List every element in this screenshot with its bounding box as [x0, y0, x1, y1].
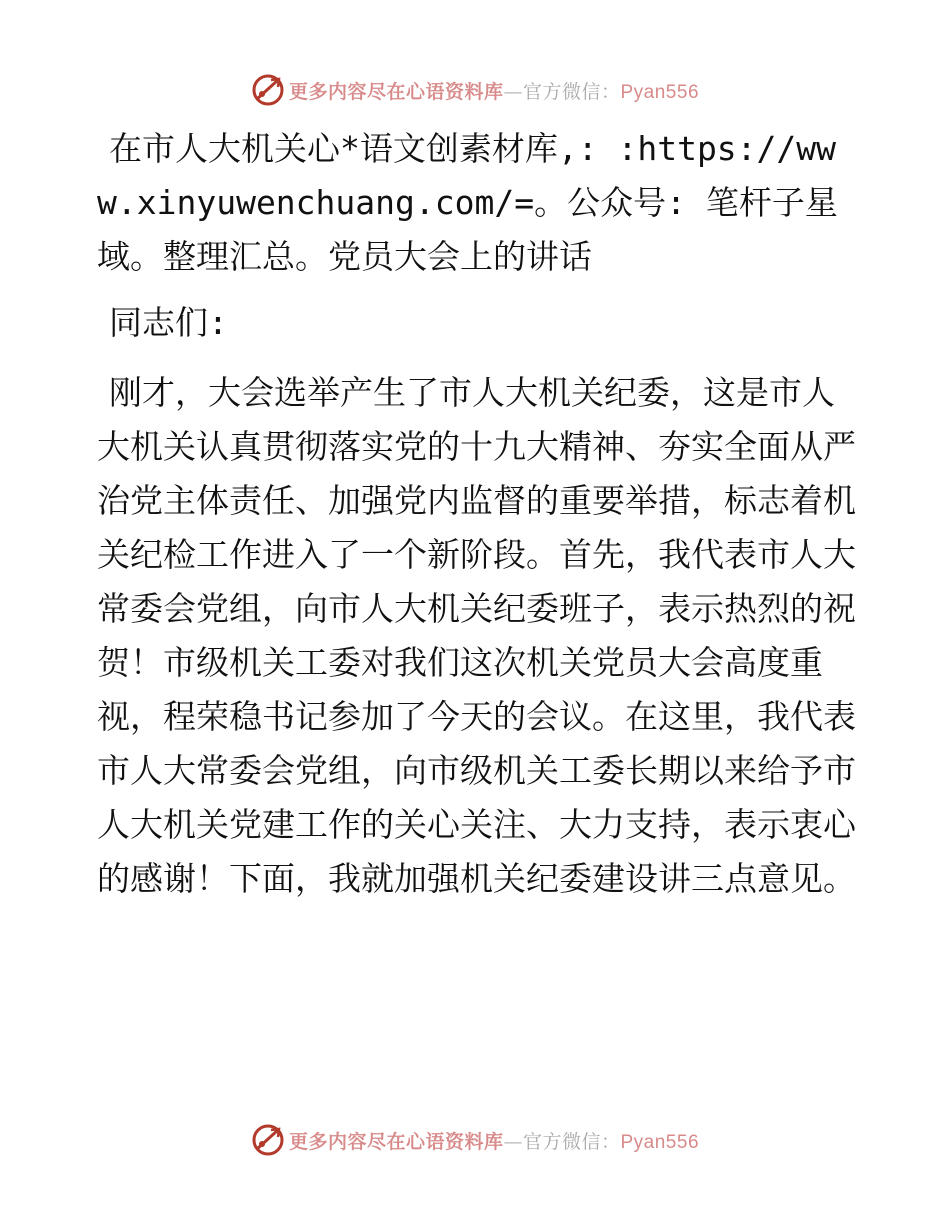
footer-banner	[0, 1118, 950, 1162]
banner-dash: —	[503, 80, 523, 103]
banner-text: 更多内容尽在心语资料库	[288, 80, 504, 103]
banner-dash: —	[503, 1130, 523, 1153]
greeting-text: 同志们:	[109, 303, 228, 342]
logo-icon	[251, 73, 285, 107]
banner-text: 更多内容尽在心语资料库	[288, 1130, 504, 1153]
banner-label: 官方微信：	[522, 80, 621, 103]
document-body	[97, 122, 857, 906]
body-paragraph	[97, 366, 857, 906]
banner-wechat-id: Pyan556	[620, 81, 700, 103]
header-banner	[0, 68, 950, 112]
banner-label: 官方微信：	[522, 1130, 621, 1153]
logo-icon	[251, 1123, 285, 1157]
banner-wechat-id: Pyan556	[620, 1131, 700, 1153]
intro-text: 在市人大机关心*语文创素材库,: :https://www.xinyuwenchuang.com/=。公众号: 笔杆子星域。整理汇总。党员大会上的讲话	[97, 129, 838, 276]
intro-paragraph	[97, 122, 857, 284]
body-text: 刚才，大会选举产生了市人大机关纪委，这是市人大机关认真贯彻落实党的十九大精神、夯实全面从严治党主体责任、加强党内监督的重要举措，标志着机关纪检工作进入了一个新阶段。首先，我代表市人大常委会党组，向市人大机关纪委班子，表示热烈的祝贺！市级机关工委对我们这次机关党员大会高度重视，程荣稳书记参加了今天的会议。在这里，我代表市人大常委会党组，向市级机关工委长期以来给予市人大机关党建工作的关心关注、大力支持，表示衷心的感谢！下面，我就加强机关纪委建设讲三点意见。	[97, 373, 856, 898]
greeting-paragraph	[97, 296, 857, 350]
